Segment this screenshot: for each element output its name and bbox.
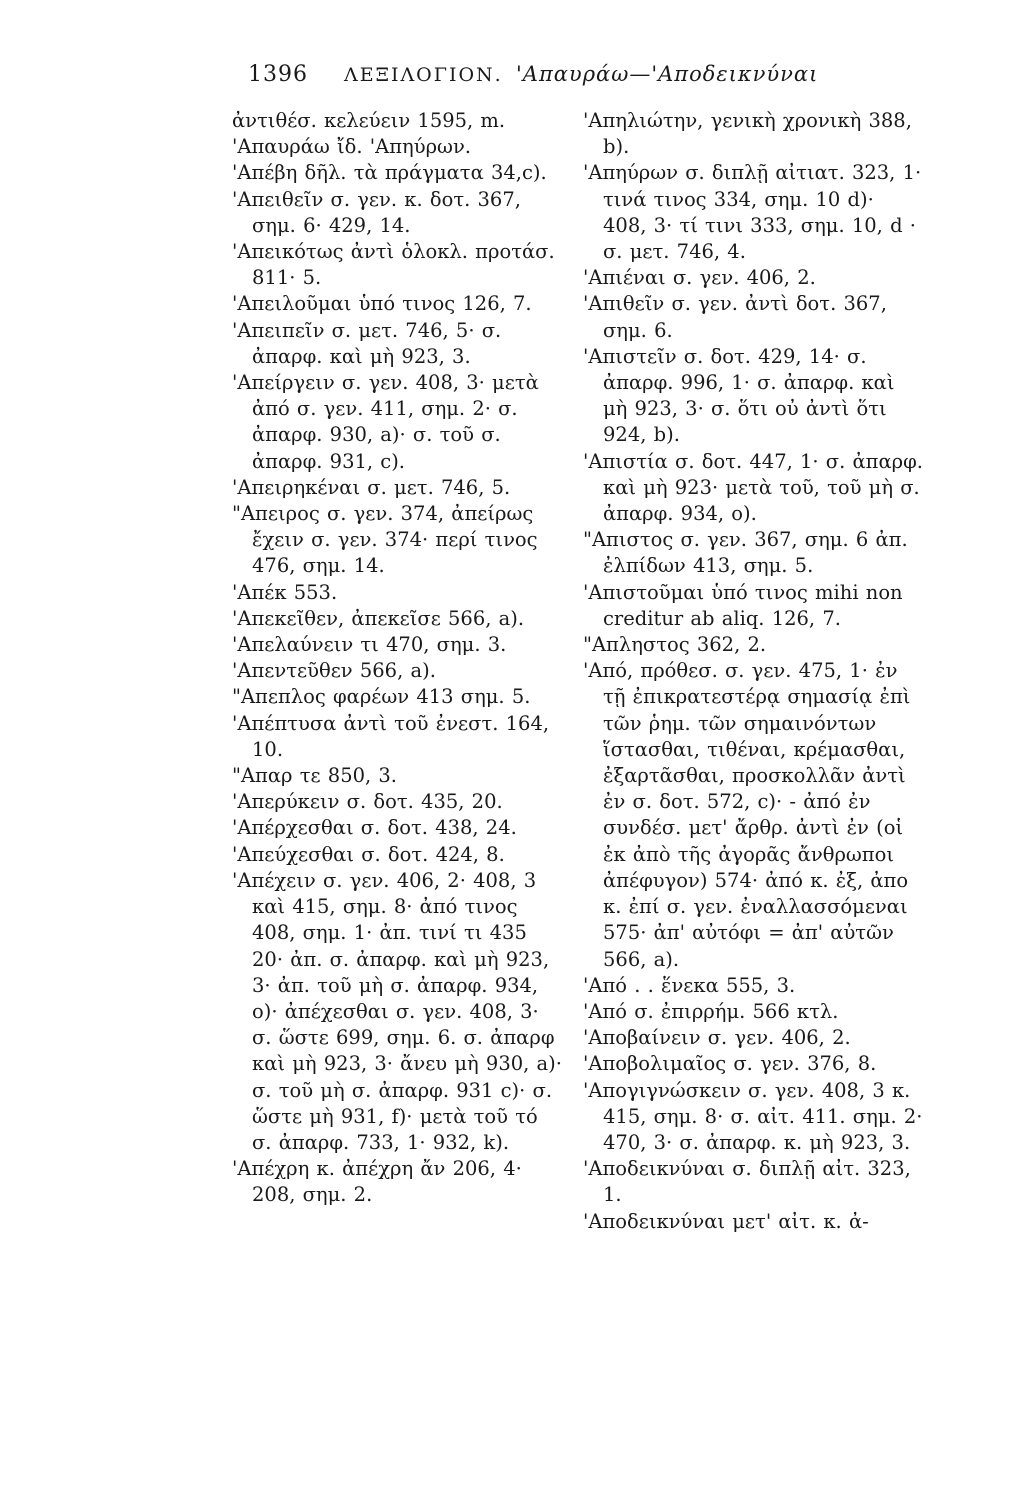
entry-range: 'Απαυράω—'Αποδεικνύναι [516, 62, 819, 86]
lexicon-entry: 'Απέχρη κ. ἀπέχρη ἄν 206, 4· 208, σημ. 2. [232, 1157, 522, 1207]
lexicon-entry: 'Αποβαίνειν σ. γεν. 406, 2. [583, 1026, 851, 1050]
lexicon-entry: 'Από . . ἕνεκα 555, 3. [583, 973, 796, 997]
lexicon-entry: ἀντιθέσ. κελεύειν 1595, m. [232, 109, 506, 132]
lexicon-entry: 'Απέβη δῆλ. τὰ πράγματα 34,c). [232, 161, 547, 185]
lexicon-entry: 'Απιστεῖν σ. δοτ. 429, 14· σ. ἀπαρφ. 996, 1· σ. ἀπαρφ. καὶ μὴ 923, 3· σ. ὅτι οὐ ἀντὶ ὅτι 924, b). [583, 344, 895, 447]
lexicon-entry: 'Απηλιώτην, γενικὴ χρονικὴ 388, b). [583, 109, 912, 159]
lexicon-entry: 'Απιθεῖν σ. γεν. ἀντὶ δοτ. 367, σημ. 6. [583, 292, 887, 342]
lexicon-entry: 'Αποδεικνύναι σ. διπλῇ αἰτ. 323, 1. [583, 1157, 911, 1207]
lexicon-entry: 'Απεντεῦθεν 566, a). [232, 659, 436, 683]
lexicon-entry: 'Από, πρόθεσ. σ. γεν. 475, 1· ἐν τῇ ἐπικρατεστέρᾳ σημασίᾳ ἐπὶ τῶν ῥημ. τῶν σημαινόντων ἵστασθαι, τιθέναι, κρέμασθαι, ἐξαρτᾶσθαι, προσκολλᾶν ἀντὶ ἐν σ. δοτ. 572, c)· - ἀπό ἐν συνδέσ. μετ' ἄρθρ. ἀντὶ ἐν (οἱ ἐκ ἀπὸ τῆς ἀγορᾶς ἄνθρωποι ἀπέφυγον) 574· ἀπό κ. ἐξ, ἀπο κ. ἐπί σ. γεν. ἐναλλασσόμεναι 575· ἀπ' αὐτόφι = ἀπ' αὐτῶν 566, a). [583, 659, 911, 971]
lexicon-entry: 'Απηύρων σ. διπλῇ αἰτιατ. 323, 1· τινά τινος 334, σημ. 10 d)· 408, 3· τί τινι 333, σημ. 10, d · σ. μετ. 746, 4. [583, 161, 922, 264]
left-column [232, 108, 562, 1209]
lexicon-entry: "Απειρος σ. γεν. 374, ἀπείρως ἔχειν σ. γεν. 374· περί τινος 476, σημ. 14. [232, 502, 538, 578]
lexicon-entry: 'Απείργειν σ. γεν. 408, 3· μετὰ ἀπό σ. γεν. 411, σημ. 2· σ. ἀπαρφ. 930, a)· σ. τοῦ σ. ἀπαρφ. 931, c). [232, 371, 539, 473]
lexicon-entry: 'Απειρηκέναι σ. μετ. 746, 5. [232, 475, 511, 499]
lexicon-entry: 'Απελαύνειν τι 470, σημ. 3. [232, 633, 507, 657]
lexicon-entry: 'Απογιγνώσκειν σ. γεν. 408, 3 κ. 415, σημ. 8· σ. αἰτ. 411. σημ. 2· 470, 3· σ. ἀπαρφ. κ. μὴ 923, 3. [583, 1078, 923, 1154]
lexicon-entry: 'Απαυράω ἴδ. 'Απηύρων. [232, 135, 472, 159]
lexicon-entry: 'Απειθεῖν σ. γεν. κ. δοτ. 367, σημ. 6· 429, 14. [232, 187, 521, 237]
page-header [248, 62, 868, 98]
lexicon-entry: "Απιστος σ. γεν. 367, σημ. 6 ἀπ. ἐλπίδων 413, σημ. 5. [583, 528, 908, 578]
lexicon-entry: 'Αποδεικνύναι μετ' αἰτ. κ. ἀ- [583, 1209, 869, 1233]
lexicon-entry: 'Απερύκειν σ. δοτ. 435, 20. [232, 790, 503, 814]
lexicon-entry: "Απεπλος φαρέων 413 σημ. 5. [232, 685, 531, 709]
lexicon-entry: 'Απιστοῦμαι ὑπό τινος mihi non creditur ab aliq. 126, 7. [583, 580, 903, 630]
lexicon-entry: 'Απέπτυσα ἀντὶ τοῦ ἐνεστ. 164, 10. [232, 711, 550, 761]
lexicon-entry: 'Απεικότως ἀντὶ ὁλοκλ. προτάσ. 811· 5. [232, 240, 555, 290]
lexicon-entry: 'Απέκ 553. [232, 580, 338, 604]
lexicon-entry: 'Αποβολιμαῖος σ. γεν. 376, 8. [583, 1052, 877, 1076]
lexicon-entry: "Απληστος 362, 2. [583, 633, 767, 657]
right-column [583, 108, 923, 1235]
lexicon-entry: 'Απιστία σ. δοτ. 447, 1· σ. ἀπαρφ. καὶ μὴ 923· μετὰ τοῦ, τοῦ μὴ σ. ἀπαρφ. 934, o). [583, 449, 923, 526]
lexicon-entry: 'Από σ. ἐπιρρήμ. 566 κτλ. [583, 999, 839, 1023]
lexicon-entry: 'Απέχειν σ. γεν. 406, 2· 408, 3 καὶ 415, σημ. 8· ἀπό τινος 408, σημ. 1· ἀπ. τινί τι 435 20· ἀπ. σ. ἀπαρφ. καὶ μὴ 923, 3· ἀπ. τοῦ μὴ σ. ἀπαρφ. 934, o)· ἀπέχεσθαι σ. γεν. 408, 3· σ. ὥστε 699, σημ. 6. σ. ἀπαρφ καὶ μὴ 923, 3· ἄνευ μὴ 930, a)· σ. τοῦ μὴ σ. ἀπαρφ. 931 c)· σ. ὥστε μὴ 931, f)· μετὰ τοῦ τό σ. ἀπαρφ. 733, 1· 932, k). [232, 868, 562, 1154]
lexicon-entry: 'Απειλοῦμαι ὑπό τινος 126, 7. [232, 292, 532, 316]
lexicon-entry: "Απαρ τε 850, 3. [232, 764, 398, 788]
page-title: ΛΕΞΙΛΟΓΙΟΝ. [344, 64, 503, 86]
lexicon-entry: 'Απεκεῖθεν, ἀπεκεῖσε 566, a). [232, 606, 525, 630]
lexicon-entry: 'Απειπεῖν σ. μετ. 746, 5· σ. ἀπαρφ. καὶ μὴ 923, 3. [232, 318, 502, 368]
page-number: 1396 [248, 62, 308, 87]
lexicon-entry: 'Απεύχεσθαι σ. δοτ. 424, 8. [232, 842, 505, 866]
lexicon-entry: 'Απιέναι σ. γεν. 406, 2. [583, 266, 816, 290]
lexicon-entry: 'Απέρχεσθαι σ. δοτ. 438, 24. [232, 816, 517, 840]
